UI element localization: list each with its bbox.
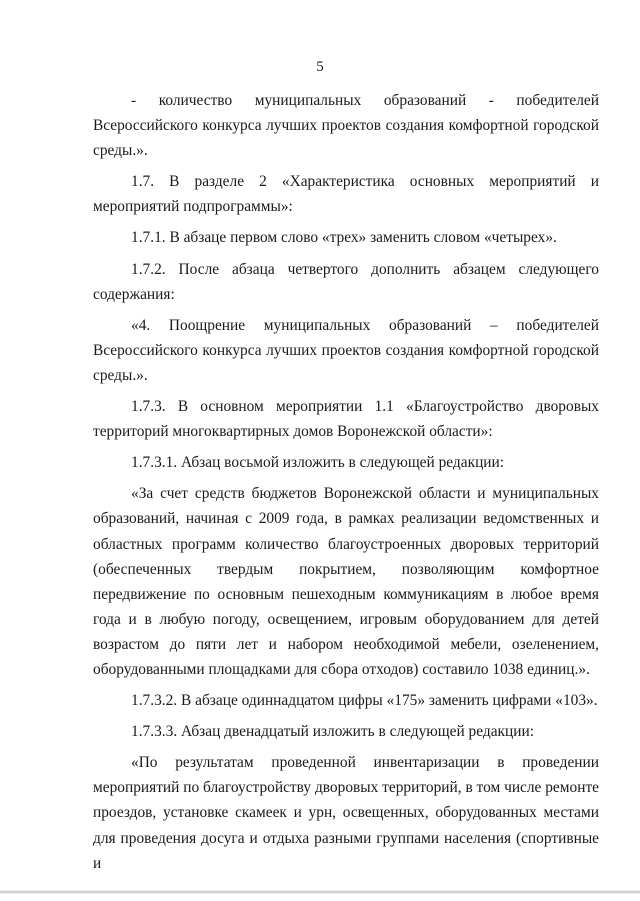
paragraph-competition-winners-count: - количество муниципальных образований - победителей Всероссийского конкурса лучших проектов создания комфортной городской среды.». [93, 92, 599, 160]
paragraph-item-4-encouragement: «4. Поощрение муниципальных образований – победителей Всероссийского конкурса лучших проектов создания комфортной городской среды.». [93, 316, 599, 384]
paragraph-1-7-2: 1.7.2. После абзаца четвертого дополнить абзацем следующего содержания: [93, 260, 599, 303]
paragraph-funding-quote: «За счет средств бюджетов Воронежской области и муниципальных образований, начиная с 2009 года, в рамках реализации ведомственных и областных программ количество благоустроенных дворовых территорий (обеспеченных твердым покрытием, позволяющим комфортное передвижение по основным пешеходным коммуникациям в любое время года и в любую погоду, освещением, игровым оборудованием для детей возрастом до пяти лет и набором необходимой мебели, озеленением, оборудованными площадками для сбора отходов) составило 1038 единиц.». [93, 485, 599, 678]
paragraph-1-7-1: 1.7.1. В абзаце первом слово «трех» заменить словом «четырех». [131, 229, 557, 247]
scan-edge-line [0, 890, 640, 894]
page-number: 5 [316, 59, 324, 75]
paragraph-1-7-3-3: 1.7.3.3. Абзац двенадцатый изложить в следующей редакции: [131, 723, 534, 741]
paragraph-inventory-results: «По результатам проведенной инвентаризации в проведении мероприятий по благоустройству дворовых территорий, в том числе ремонте проездов, установке скамеек и урн, освещенных, оборудованных местами для проведения досуга и отдыха разными группами населения (спортивные и [93, 754, 599, 872]
paragraph-1-7-3-1: 1.7.3.1. Абзац восьмой изложить в следующей редакции: [131, 454, 505, 472]
paragraph-1-7-3: 1.7.3. В основном мероприятии 1.1 «Благоустройство дворовых территорий многоквартирных домов Воронежской области»: [93, 398, 599, 441]
document-body [93, 88, 599, 876]
paragraph-section-2-heading: 1.7. В разделе 2 «Характеристика основных мероприятий и мероприятий подпрограммы»: [93, 173, 599, 216]
paragraph-1-7-3-2: 1.7.3.2. В абзаце одиннадцатом цифры «175» заменить цифрами «103». [131, 692, 598, 710]
